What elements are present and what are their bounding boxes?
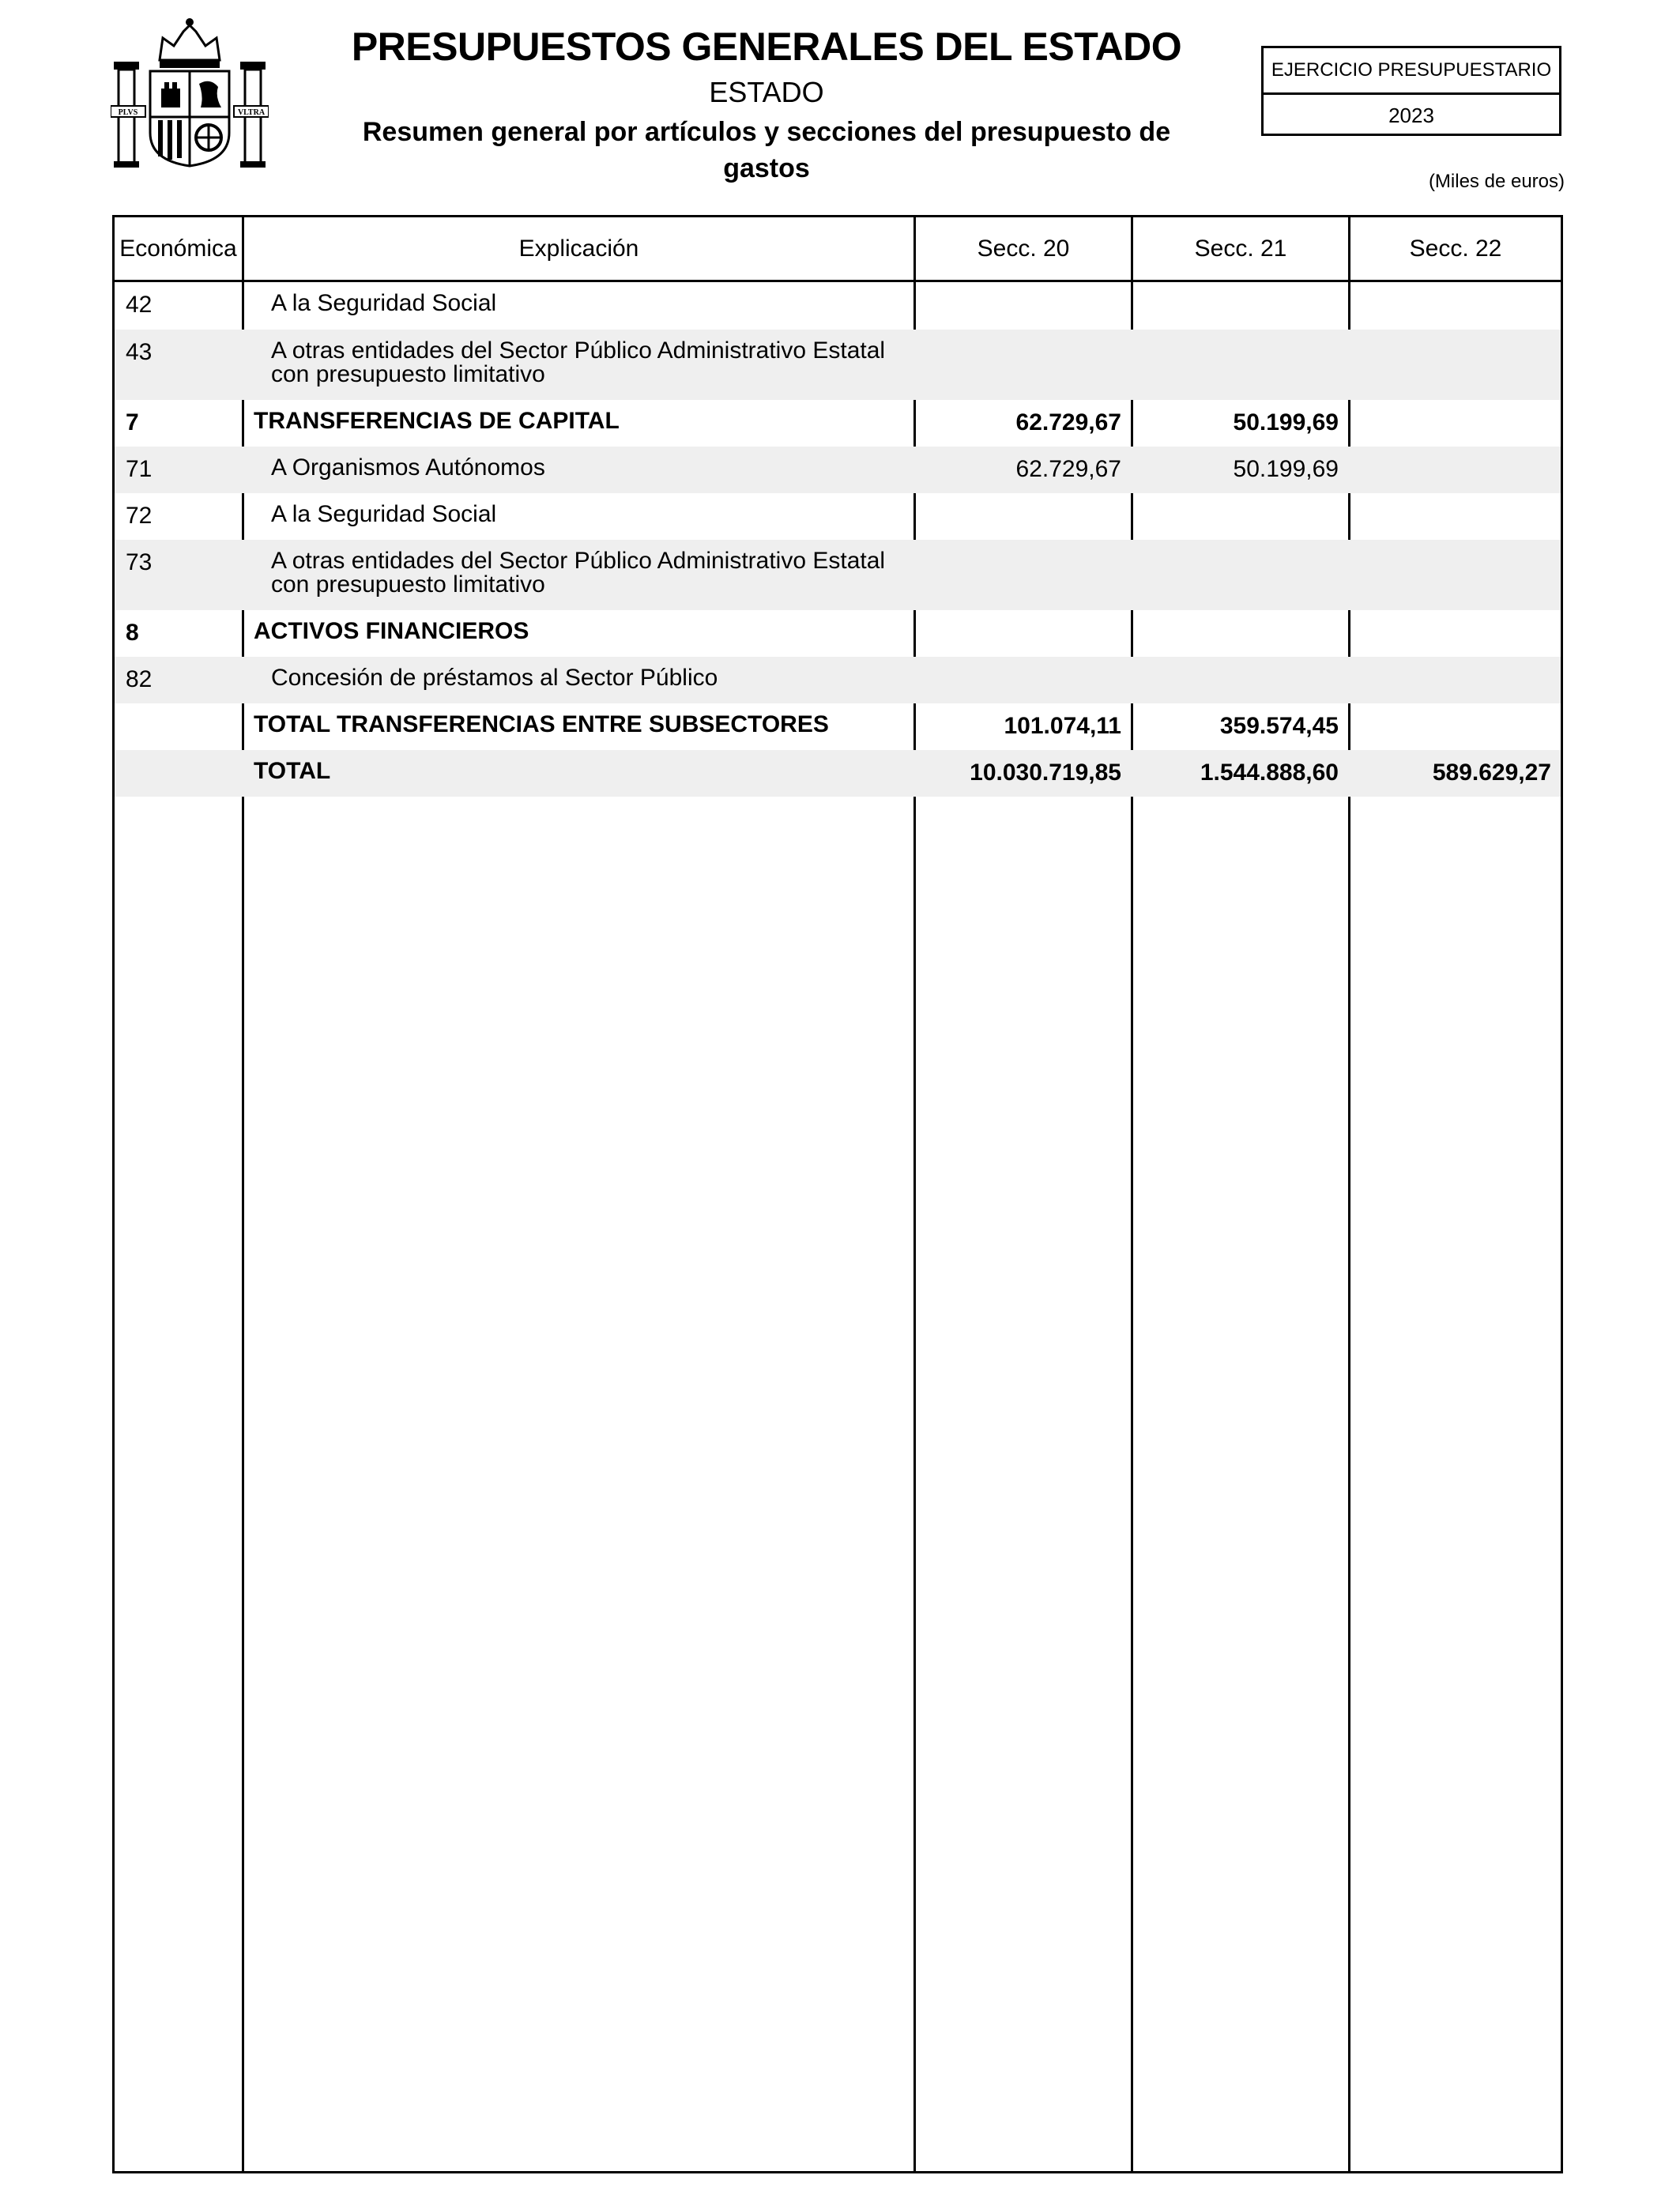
row-code: 73 — [126, 549, 153, 575]
row-code — [115, 703, 242, 750]
row-secc-22 — [1350, 282, 1561, 330]
page-description: Resumen general por artículos y secciones del presupuesto de gastos — [362, 117, 1171, 183]
table-row — [115, 400, 1561, 447]
table-row — [115, 330, 1561, 400]
row-secc-22 — [1350, 400, 1561, 447]
row-secc-20: 62.729,67 — [1015, 409, 1121, 435]
row-secc-22 — [1350, 540, 1561, 610]
table-header — [115, 217, 1561, 282]
row-secc-20 — [916, 282, 1131, 330]
table-row — [115, 610, 1561, 657]
svg-text:VLTRA: VLTRA — [237, 108, 266, 117]
row-secc-22: 589.629,27 — [1432, 760, 1551, 786]
row-explanation: A la Seguridad Social — [271, 290, 497, 316]
row-explanation: A otras entidades del Sector Público Administrativo Estatal con presupuesto limitativo — [271, 548, 886, 598]
row-secc-20 — [916, 610, 1131, 657]
page-subtitle: ESTADO — [709, 76, 824, 108]
row-secc-20: 10.030.719,85 — [970, 760, 1121, 786]
units-label: (Miles de euros) — [1428, 171, 1565, 192]
row-code — [115, 750, 242, 797]
row-secc-22 — [1350, 447, 1561, 493]
coat-of-arms-logo — [111, 14, 269, 172]
svg-text:PLVS: PLVS — [118, 108, 138, 117]
col-header-secc-20: Secc. 20 — [977, 235, 1070, 262]
row-explanation: ACTIVOS FINANCIEROS — [254, 618, 529, 644]
col-header-secc-21: Secc. 21 — [1194, 235, 1287, 262]
row-code: 43 — [126, 339, 153, 365]
row-secc-21 — [1133, 540, 1348, 610]
row-explanation: A Organismos Autónomos — [271, 454, 545, 481]
ejercicio-box — [1261, 46, 1561, 136]
table-row — [115, 540, 1561, 610]
col-header-economica: Económica — [119, 235, 237, 262]
row-secc-22 — [1350, 493, 1561, 540]
row-secc-21 — [1133, 610, 1348, 657]
row-explanation: TRANSFERENCIAS DE CAPITAL — [254, 408, 620, 434]
col-header-explicacion: Explicación — [518, 235, 639, 262]
page-title: PRESUPUESTOS GENERALES DEL ESTADO — [351, 25, 1182, 69]
row-code: 72 — [126, 503, 153, 529]
ejercicio-year: 2023 — [1388, 103, 1434, 127]
row-explanation: A otras entidades del Sector Público Administrativo Estatal con presupuesto limitativo — [271, 337, 886, 387]
row-explanation: TOTAL — [254, 758, 331, 784]
row-secc-21: 50.199,69 — [1233, 409, 1339, 435]
budget-table — [112, 215, 1563, 2173]
row-secc-20 — [916, 540, 1131, 610]
row-secc-22 — [1350, 330, 1561, 400]
row-code: 8 — [126, 620, 139, 646]
row-secc-20 — [916, 330, 1131, 400]
row-secc-22 — [1350, 610, 1561, 657]
row-secc-20 — [916, 493, 1131, 540]
row-secc-21 — [1133, 282, 1348, 330]
row-explanation: TOTAL TRANSFERENCIAS ENTRE SUBSECTORES — [254, 711, 829, 737]
table-row — [115, 750, 1561, 797]
row-secc-21: 359.574,45 — [1219, 713, 1339, 739]
row-secc-21 — [1133, 330, 1348, 400]
row-code: 42 — [126, 292, 153, 318]
row-explanation: A la Seguridad Social — [271, 501, 497, 527]
row-secc-21: 1.544.888,60 — [1200, 760, 1339, 786]
row-explanation: Concesión de préstamos al Sector Público — [271, 665, 718, 691]
table-row — [115, 703, 1561, 750]
ejercicio-label: EJERCICIO PRESUPUESTARIO — [1264, 48, 1559, 95]
title-block — [340, 24, 1193, 187]
row-secc-22 — [1350, 703, 1561, 750]
row-secc-20: 62.729,67 — [1015, 456, 1121, 482]
row-secc-21 — [1133, 657, 1348, 703]
table-row — [115, 447, 1561, 493]
row-code: 7 — [126, 409, 139, 435]
row-code: 71 — [126, 456, 153, 482]
col-header-secc-22: Secc. 22 — [1409, 235, 1502, 262]
row-code: 82 — [126, 666, 153, 692]
row-secc-20 — [916, 657, 1131, 703]
row-secc-21 — [1133, 493, 1348, 540]
table-row — [115, 493, 1561, 540]
row-secc-21: 50.199,69 — [1233, 456, 1339, 482]
table-row — [115, 282, 1561, 330]
row-secc-20: 101.074,11 — [1004, 713, 1121, 739]
row-secc-22 — [1350, 657, 1561, 703]
table-row — [115, 657, 1561, 703]
